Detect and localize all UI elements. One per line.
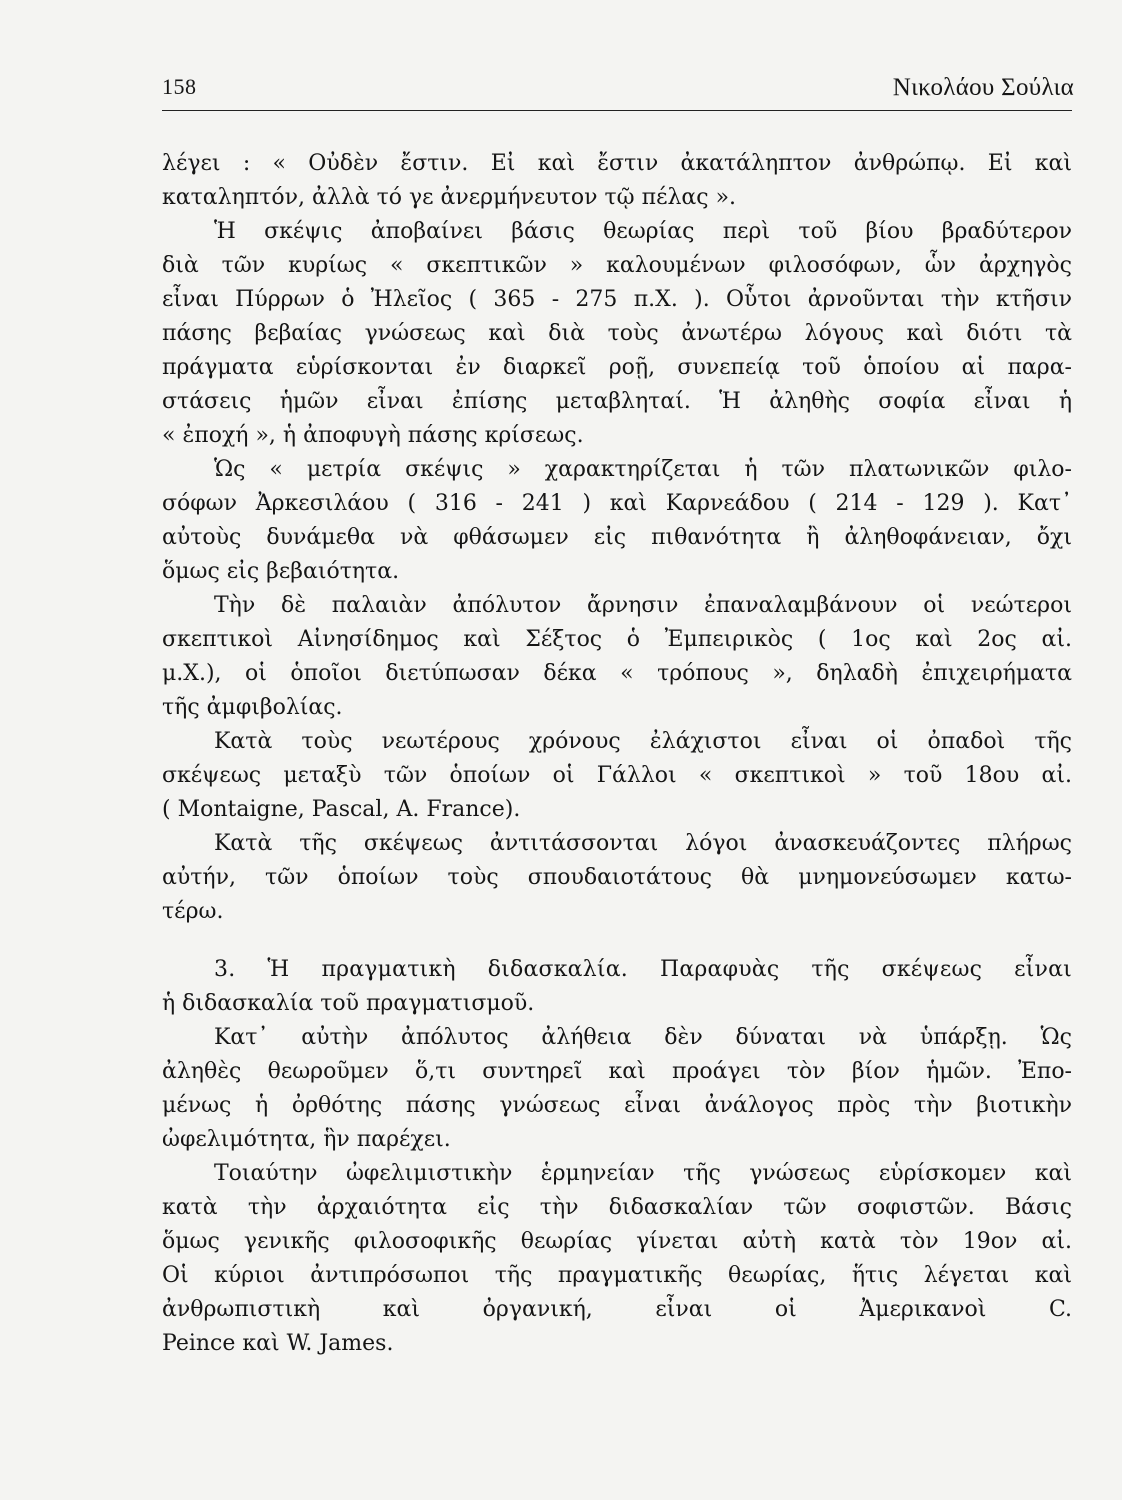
text-line: Τοιαύτην ὠφελιμιστικὴν ἑρμηνείαν τῆς γνώσεως εὑρίσκομεν καὶ bbox=[214, 1161, 1072, 1186]
text-line: καταληπτόν, ἀλλὰ τό γε ἀνερμήνευτον τῷ πέλας ». bbox=[162, 185, 737, 210]
text-line: τῆς ἀμφιβολίας. bbox=[162, 695, 343, 720]
text-line: ὅμως γενικῆς φιλοσοφικῆς θεωρίας γίνεται αὐτὴ κατὰ τὸν 19ον αἰ. bbox=[162, 1229, 1072, 1254]
text-line: « ἐποχή », ἡ ἀποφυγὴ πάσης κρίσεως. bbox=[162, 423, 584, 448]
page-header bbox=[162, 74, 1074, 108]
text-line: Κατ᾽ αὐτὴν ἀπόλυτος ἀλήθεια δὲν δύναται νὰ ὑπάρξῃ. Ὡς bbox=[214, 1025, 1072, 1050]
text-line: ( Montaigne, Pascal, A. France). bbox=[162, 797, 521, 822]
text-line: διὰ τῶν κυρίως « σκεπτικῶν » καλουμένων φιλοσόφων, ὧν ἀρχηγὸς bbox=[162, 253, 1072, 278]
text-line: πράγματα εὑρίσκονται ἐν διαρκεῖ ροῇ, συνεπείᾳ τοῦ ὁποίου αἱ παρα- bbox=[162, 355, 1072, 380]
text-line: ἡ διδασκαλία τοῦ πραγματισμοῦ. bbox=[162, 991, 535, 1016]
text-line: κατὰ τὴν ἀρχαιότητα εἰς τὴν διδασκαλίαν τῶν σοφιστῶν. Βάσις bbox=[162, 1195, 1072, 1220]
text-line: Οἱ κύριοι ἀντιπρόσωποι τῆς πραγματικῆς θεωρίας, ἥτις λέγεται καὶ bbox=[162, 1263, 1072, 1288]
text-line: ὠφελιμότητα, ἣν παρέχει. bbox=[162, 1127, 451, 1152]
text-line: σκεπτικοὶ Αἰνησίδημος καὶ Σέξτος ὁ Ἐμπειρικὸς ( 1ος καὶ 2ος αἰ. bbox=[162, 627, 1072, 652]
text-line: Κατὰ τῆς σκέψεως ἀντιτάσσονται λόγοι ἀνασκευάζοντες πλήρως bbox=[214, 831, 1072, 856]
text-line: μένως ἡ ὀρθότης πάσης γνώσεως εἶναι ἀνάλογος πρὸς τὴν βιοτικὴν bbox=[162, 1093, 1072, 1118]
section-heading-line: 3. Ἡ πραγματικὴ διδασκαλία. Παραφυὰς τῆς σκέψεως εἶναι bbox=[214, 957, 1072, 982]
header-rule bbox=[162, 110, 1072, 111]
text-line: λέγει : « Οὐδὲν ἔστιν. Εἰ καὶ ἔστιν ἀκατάληπτον ἀνθρώπῳ. Εἰ καὶ bbox=[162, 151, 1072, 176]
text-line: τέρω. bbox=[162, 899, 224, 924]
text-line: σόφων Ἀρκεσιλάου ( 316 - 241 ) καὶ Καρνεάδου ( 214 - 129 ). Κατ᾽ bbox=[162, 491, 1072, 516]
text-line: στάσεις ἡμῶν εἶναι ἐπίσης μεταβληταί. Ἡ ἀληθὴς σοφία εἶναι ἡ bbox=[162, 389, 1072, 414]
text-line: Peince καὶ W. James. bbox=[162, 1331, 394, 1356]
text-line: Τὴν δὲ παλαιὰν ἀπόλυτον ἄρνησιν ἐπαναλαμβάνουν οἱ νεώτεροι bbox=[214, 593, 1072, 618]
text-line: ἀνθρωπιστικὴ καὶ ὀργανική, εἶναι οἱ Ἀμερικανοὶ C. bbox=[162, 1297, 1072, 1322]
body-text bbox=[162, 147, 1072, 1361]
text-line: σκέψεως μεταξὺ τῶν ὁποίων οἱ Γάλλοι « σκεπτικοὶ » τοῦ 18ου αἰ. bbox=[162, 763, 1072, 788]
text-line: αὐτήν, τῶν ὁποίων τοὺς σπουδαιοτάτους θὰ μνημονεύσωμεν κατω- bbox=[162, 865, 1072, 890]
text-line: αὐτοὺς δυνάμεθα νὰ φθάσωμεν εἰς πιθανότητα ἢ ἀληθοφάνειαν, ὄχι bbox=[162, 525, 1072, 550]
text-line: Κατὰ τοὺς νεωτέρους χρόνους ἐλάχιστοι εἶναι οἱ ὀπαδοὶ τῆς bbox=[214, 729, 1072, 754]
section-gap bbox=[162, 929, 1072, 953]
page-number: 158 bbox=[162, 74, 197, 99]
text-line: μ.Χ.), οἱ ὁποῖοι διετύπωσαν δέκα « τρόπους », δηλαδὴ ἐπιχειρήματα bbox=[162, 661, 1072, 686]
text-line: Ἡ σκέψις ἀποβαίνει βάσις θεωρίας περὶ τοῦ βίου βραδύτερον bbox=[214, 219, 1072, 244]
text-line: Ὡς « μετρία σκέψις » χαρακτηρίζεται ἡ τῶν πλατωνικῶν φιλο- bbox=[214, 457, 1072, 482]
text-line: εἶναι Πύρρων ὁ Ἠλεῖος ( 365 - 275 π.Χ. ). Οὗτοι ἀρνοῦνται τὴν κτῆσιν bbox=[162, 287, 1072, 312]
text-line: ὅμως εἰς βεβαιότητα. bbox=[162, 559, 400, 584]
text-line: ἀληθὲς θεωροῦμεν ὅ,τι συντηρεῖ καὶ προάγει τὸν βίον ἡμῶν. Ἐπο- bbox=[162, 1059, 1072, 1084]
text-line: πάσης βεβαίας γνώσεως καὶ διὰ τοὺς ἀνωτέρω λόγους καὶ διότι τὰ bbox=[162, 321, 1072, 346]
running-head-author: Νικολάου Σούλια bbox=[892, 74, 1074, 101]
